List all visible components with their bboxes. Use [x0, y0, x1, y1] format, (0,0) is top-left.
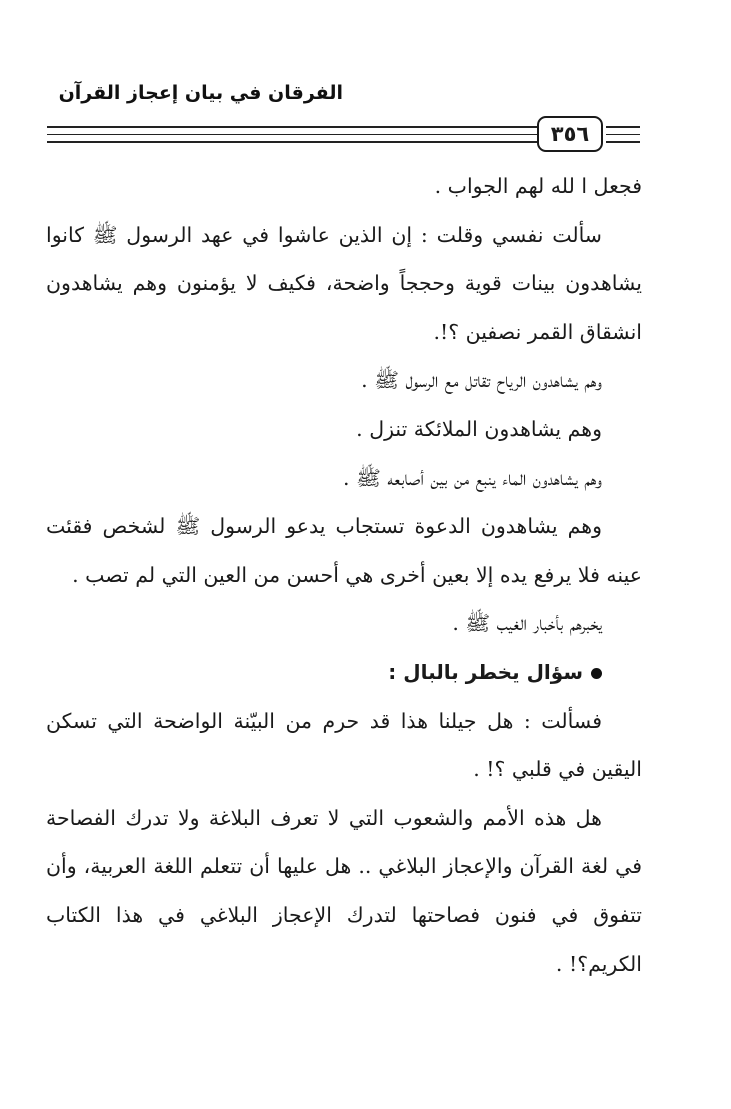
page-number: ٣٥٦	[537, 116, 603, 152]
text-line: الكريم؟! .	[555, 951, 642, 976]
text-line: وهم يشاهدون الماء ينبع من بين أصابعه ﷺ .	[343, 465, 602, 490]
header-rule	[606, 141, 640, 143]
text-line: فسألت : هل جيلنا هذا قد حرم من البيّنة الواضحة التي تسكن	[46, 708, 602, 733]
header-rule	[606, 134, 640, 135]
text-line: عينه فلا يرفع يده إلا بعين أخرى هي أحسن من العين التي لم تصب .	[72, 562, 642, 587]
text-line: يشاهدون بينات قوية وحججاً واضحة، فكيف لا يؤمنون وهم يشاهدون	[46, 271, 642, 296]
text-line: وهم يشاهدون الدعوة تستجاب يدعو الرسول ﷺ لشخص فقئت	[46, 514, 602, 539]
text-line: انشقاق القمر نصفين ؟!.	[433, 319, 642, 344]
running-title: الفرقان في بيان إعجاز القرآن	[58, 82, 343, 104]
header-rule	[606, 126, 640, 128]
text-line: وهم يشاهدون الرياح تقاتل مع الرسول ﷺ .	[361, 368, 602, 393]
header-rule	[47, 126, 537, 128]
bullet-icon	[591, 668, 602, 679]
section-heading-text: سؤال يخطر بالبال :	[388, 659, 583, 684]
text-line: فجعل ا لله لهم الجواب .	[434, 174, 642, 198]
body-text	[46, 162, 642, 988]
section-heading	[46, 648, 642, 697]
text-line: يخبرهم بأخبار الغيب ﷺ .	[452, 611, 602, 636]
header-rule	[47, 134, 537, 135]
text-line: اليقين في قلبي ؟! .	[473, 757, 642, 782]
text-line: وهم يشاهدون الملائكة تنزل .	[356, 416, 602, 441]
text-line: في لغة القرآن والإعجاز البلاغي .. هل عليها أن تتعلم اللغة العربية، وأن	[46, 854, 642, 879]
text-line: تتفوق في فنون فصاحتها لتدرك الإعجاز البلاغي في هذا الكتاب	[46, 902, 642, 927]
header-rule	[47, 141, 537, 143]
text-line: سألت نفسي وقلت : إن الذين عاشوا في عهد الرسول ﷺ كانوا	[46, 222, 602, 247]
text-line: هل هذه الأمم والشعوب التي لا تعرف البلاغة ولا تدرك الفصاحة	[46, 805, 602, 830]
